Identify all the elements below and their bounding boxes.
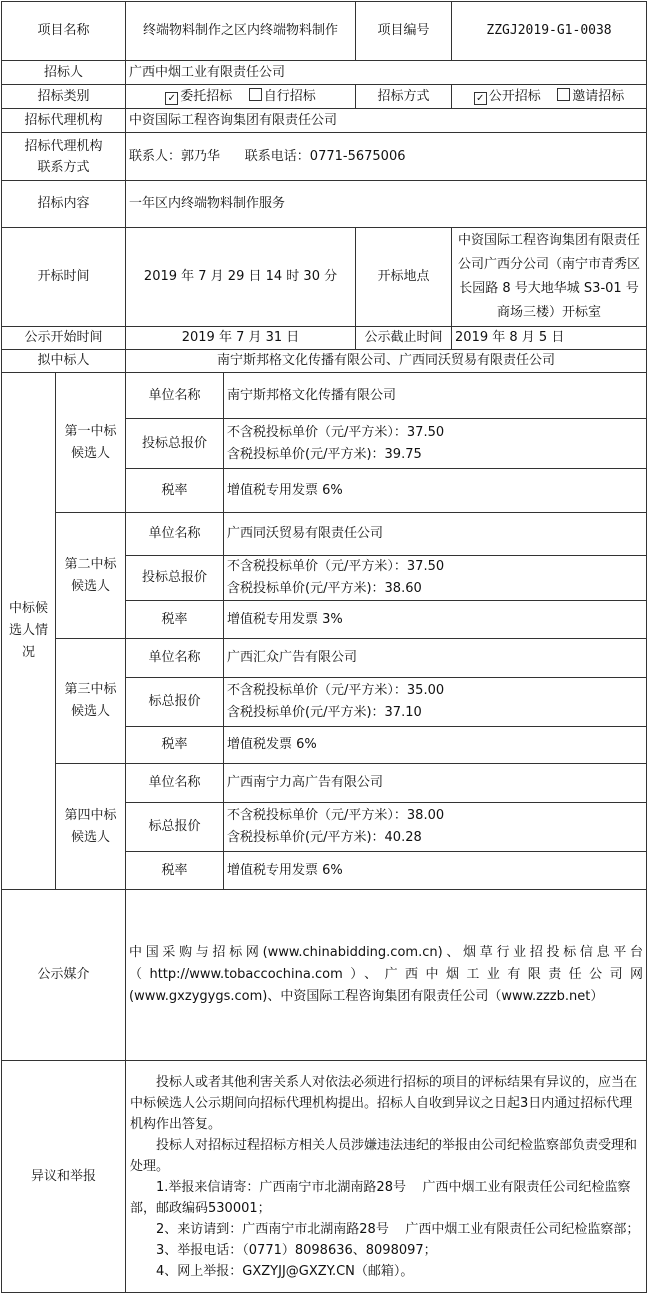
candidate-price-label: 投标总报价: [126, 556, 224, 601]
self-tender-label: 自行招标: [263, 88, 316, 104]
candidate-tax-value: 增值税专用发票 3%: [224, 601, 647, 639]
price-incl-tax: 含税投标单价(元/平方米)：40.28: [227, 830, 422, 845]
agency-contact-label: [2, 133, 126, 181]
tenderer-label: 招标人: [2, 61, 126, 85]
opening-time-value: 2019 年 7 月 29 日 14 时 30 分: [126, 228, 356, 327]
candidate-tax-label: 税率: [126, 852, 224, 890]
agency-contact-label-line1: 招标代理机构: [24, 138, 103, 154]
checked-box-icon: ✓: [165, 92, 178, 105]
objection-item-phone: 3、举报电话：（0771）8098636、8098097；: [156, 1242, 437, 1258]
candidate-tax-label: 税率: [126, 469, 224, 513]
self-tender-checkbox[interactable]: [249, 89, 316, 104]
agency-value: 中资国际工程咨询集团有限责任公司: [126, 109, 647, 133]
objection-para-2: 投标人对招标过程招标方相关人员涉嫌违法违纪的举报由公司纪检监察部负责受理和处理。: [130, 1137, 638, 1174]
candidate-rank: 第三中标候选人: [56, 639, 126, 764]
publicity-start-value: 2019 年 7 月 31 日: [126, 327, 356, 350]
price-excl-tax: 不含税投标单价（元/平方米）：38.00: [227, 808, 445, 823]
media-label: 公示媒介: [2, 890, 126, 1061]
price-excl-tax: 不含税投标单价（元/平方米）：37.50: [227, 424, 445, 440]
invited-tender-label: 邀请招标: [572, 88, 625, 104]
candidate-price-value: [224, 419, 647, 469]
price-incl-tax: 含税投标单价(元/平方米)：39.75: [227, 446, 422, 462]
project-name-value: 终端物料制作之区内终端物料制作: [126, 2, 356, 61]
candidate-unit-value: 广西南宁力高广告有限公司: [224, 764, 647, 803]
agency-contact-value: 联系人：郭乃华 联系电话：0771-5675006: [126, 133, 647, 181]
candidate-price-label: 投标总报价: [126, 419, 224, 469]
tender-content-label: 招标内容: [2, 181, 126, 228]
project-number-label: 项目编号: [356, 2, 452, 61]
project-number-value: ZZGJ2019-G1-0038: [452, 2, 647, 61]
entrusted-label: 委托招标: [180, 88, 233, 104]
project-name-label: 项目名称: [2, 2, 126, 61]
objection-item-mail: 1.举报来信请寄：广西南宁市北湖南路28号 广西中烟工业有限责任公司纪检监察部，邮政编码530001；: [130, 1179, 631, 1216]
candidate-tax-label: 税率: [126, 601, 224, 639]
tender-method-label: 招标方式: [356, 85, 452, 109]
tender-content-value: 一年区内终端物料制作服务: [126, 181, 647, 228]
proposed-winner-label: 拟中标人: [2, 350, 126, 373]
candidate-unit-value: 广西同沃贸易有限责任公司: [224, 513, 647, 556]
objection-content: [126, 1061, 647, 1293]
candidates-group-label: 中标候选人情况: [2, 373, 56, 890]
tenderer-value: 广西中烟工业有限责任公司: [126, 61, 647, 85]
agency-label: 招标代理机构: [2, 109, 126, 133]
candidate-tax-value: 增值税专用发票 6%: [224, 469, 647, 513]
candidate-unit-value: 广西汇众广告有限公司: [224, 639, 647, 678]
invited-tender-checkbox[interactable]: [557, 89, 624, 104]
objection-label: 异议和举报: [2, 1061, 126, 1293]
candidate-price-label: 标总报价: [126, 678, 224, 727]
publicity-end-value: 2019 年 8 月 5 日: [452, 327, 647, 350]
objection-item-email: 4、网上举报：GXZYJJ@GXZY.CN（邮箱）。: [156, 1263, 414, 1279]
candidate-price-label: 标总报价: [126, 803, 224, 852]
candidate-tax-value: 增值税发票 6%: [224, 727, 647, 764]
tender-category-label: 招标类别: [2, 85, 126, 109]
publicity-end-label: 公示截止时间: [356, 327, 452, 350]
tender-category-options: [126, 85, 356, 109]
entrusted-checkbox[interactable]: [165, 89, 232, 104]
candidate-price-value: [224, 678, 647, 727]
open-tender-label: 公开招标: [488, 88, 541, 104]
candidate-tax-label: 税率: [126, 727, 224, 764]
candidate-rank: 第二中标候选人: [56, 513, 126, 639]
empty-box-icon: [249, 88, 262, 101]
candidate-unit-value: 南宁斯邦格文化传播有限公司: [224, 373, 647, 419]
empty-box-icon: [557, 88, 570, 101]
opening-place-value: 中资国际工程咨询集团有限责任公司广西分公司（南宁市青秀区长园路 8 号大地华城 S3-01 号商场三楼）开标室: [452, 228, 647, 327]
candidate-unit-label: 单位名称: [126, 513, 224, 556]
candidate-price-value: [224, 556, 647, 601]
candidate-tax-value: 增值税专用发票 6%: [224, 852, 647, 890]
candidate-unit-label: 单位名称: [126, 764, 224, 803]
price-excl-tax: 不含税投标单价（元/平方米）：35.00: [227, 683, 445, 698]
price-excl-tax: 不含税投标单价（元/平方米）：37.50: [227, 559, 445, 574]
open-tender-checkbox[interactable]: [474, 89, 541, 104]
opening-place-label: 开标地点: [356, 228, 452, 327]
agency-contact-label-line2: 联系方式: [37, 159, 90, 175]
candidate-price-value: [224, 803, 647, 852]
candidate-rank: 第四中标候选人: [56, 764, 126, 890]
publicity-start-label: 公示开始时间: [2, 327, 126, 350]
objection-item-visit: 2、来访请到：广西南宁市北湖南路28号 广西中烟工业有限责任公司纪检监察部；: [156, 1221, 640, 1237]
candidate-unit-label: 单位名称: [126, 373, 224, 419]
media-value: 中国采购与招标网(www.chinabidding.com.cn)、烟草行业招投标信息平台（http://www.tobaccochina.com）、广西中烟工业有限责任公司网(www.gxzygygs.com)、中资国际工程咨询集团有限责任公司（www.zzzb.net）: [126, 890, 647, 1061]
candidate-rank: 第一中标候选人: [56, 373, 126, 513]
tender-method-options: [452, 85, 647, 109]
checked-box-icon: ✓: [474, 92, 487, 105]
objection-para-1: 投标人或者其他利害关系人对依法必须进行招标的项目的评标结果有异议的，应当在中标候选人公示期间向招标代理机构提出。招标人自收到异议之日起3日内通过招标代理机构作出答复。: [130, 1074, 638, 1132]
candidate-unit-label: 单位名称: [126, 639, 224, 678]
opening-time-label: 开标时间: [2, 228, 126, 327]
bid-announcement-table: [1, 1, 647, 1293]
price-incl-tax: 含税投标单价(元/平方米)：38.60: [227, 581, 422, 596]
price-incl-tax: 含税投标单价(元/平方米)：37.10: [227, 705, 422, 720]
proposed-winner-value: 南宁斯邦格文化传播有限公司、广西同沃贸易有限责任公司: [126, 350, 647, 373]
